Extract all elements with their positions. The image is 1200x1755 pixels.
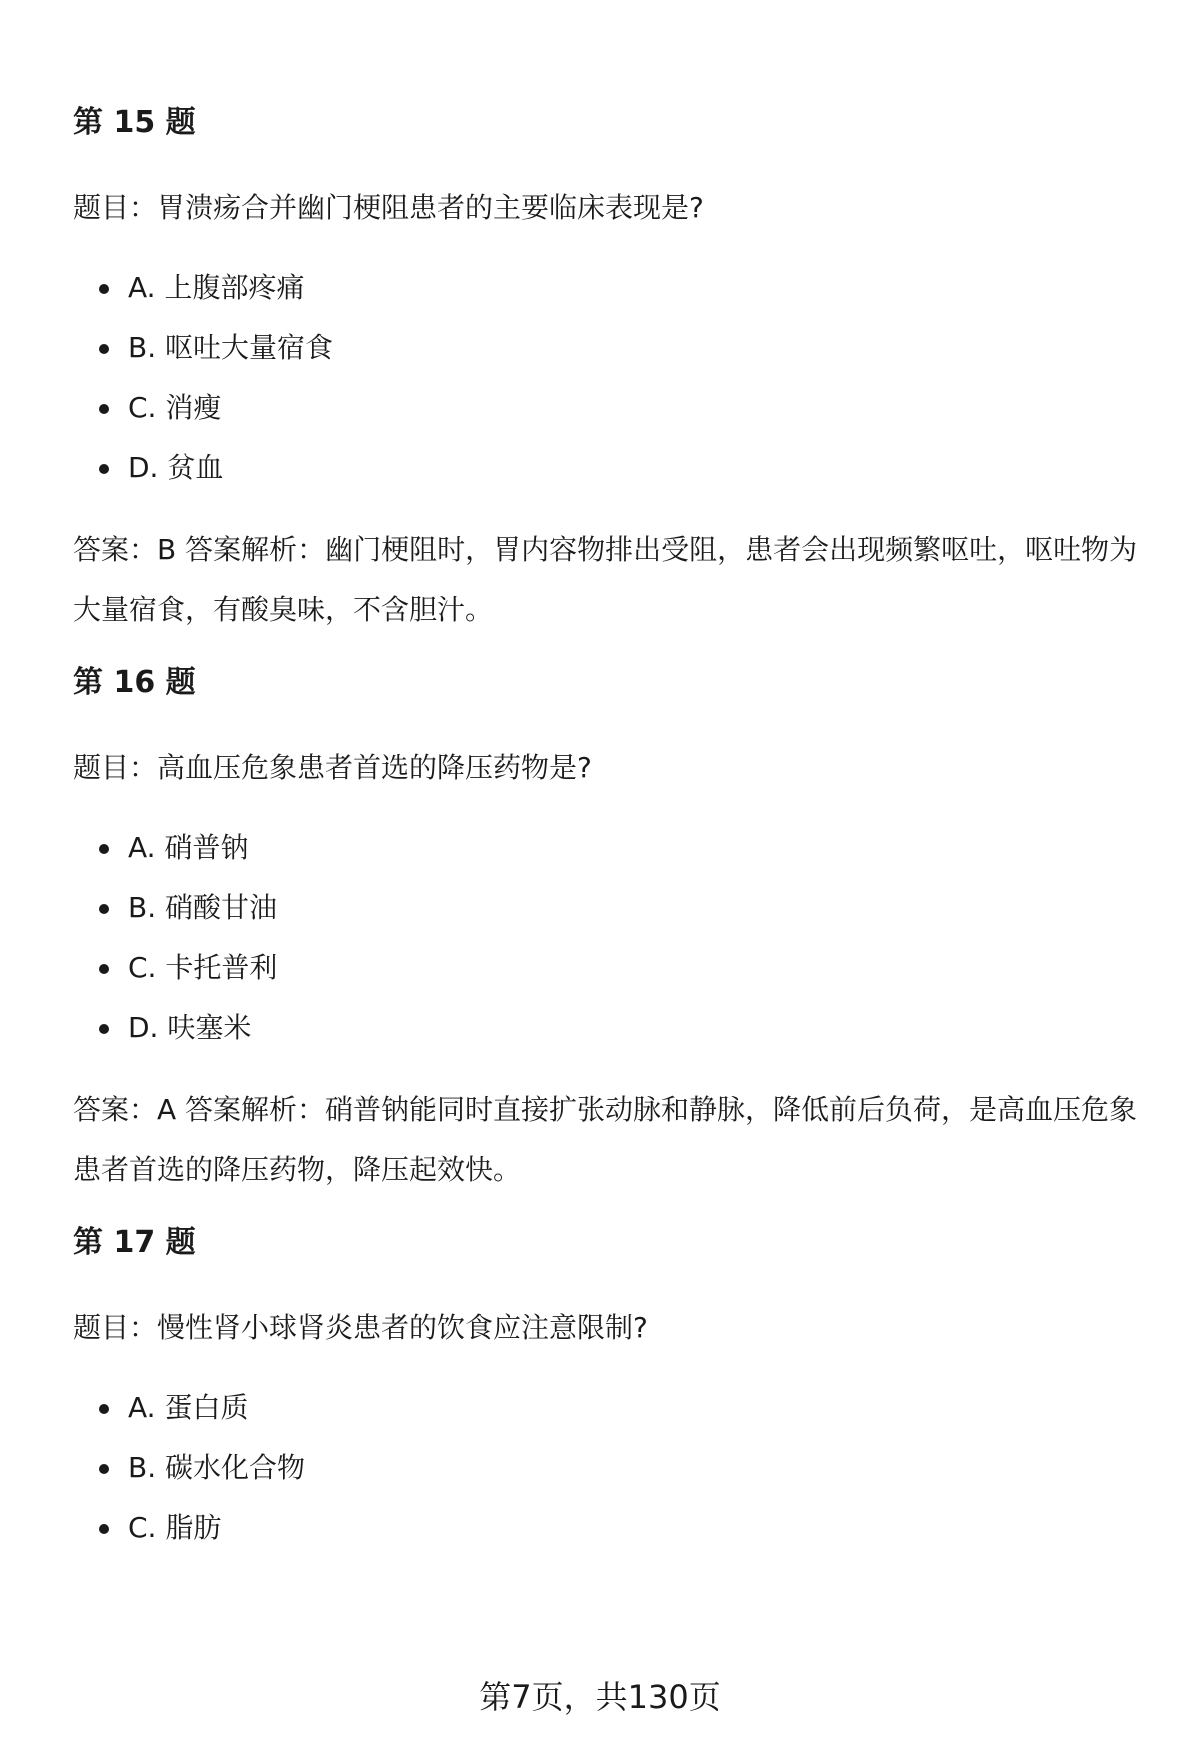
question-17 (73, 1210, 1143, 1558)
bullet-icon (99, 284, 109, 294)
option-item (73, 878, 1143, 938)
option-text: C. 脂肪 (128, 1511, 222, 1544)
option-text: D. 呋塞米 (128, 1011, 252, 1044)
option-item (73, 318, 1143, 378)
question-title: 第 17 题 (73, 1225, 196, 1260)
option-item (73, 938, 1143, 998)
question-list (73, 90, 1143, 1558)
question-stem: 题目：高血压危象患者首选的降压药物是? (73, 751, 592, 784)
question-stem: 题目：慢性肾小球肾炎患者的饮食应注意限制? (73, 1311, 648, 1344)
option-item (73, 1438, 1143, 1498)
bullet-icon (99, 1524, 109, 1534)
option-item (73, 378, 1143, 438)
option-list (73, 818, 1143, 1058)
option-list (73, 258, 1143, 498)
bullet-icon (99, 1464, 109, 1474)
bullet-icon (99, 1024, 109, 1034)
question-stem: 题目：胃溃疡合并幽门梗阻患者的主要临床表现是? (73, 191, 704, 224)
page-number: 第7页，共130页 (479, 1678, 721, 1716)
option-item (73, 1498, 1143, 1558)
question-title: 第 16 题 (73, 665, 196, 700)
option-text: D. 贫血 (128, 451, 224, 484)
option-text: B. 碳水化合物 (128, 1451, 306, 1484)
option-text: A. 上腹部疼痛 (128, 271, 305, 304)
bullet-icon (99, 904, 109, 914)
bullet-icon (99, 1404, 109, 1414)
answer-explanation: 答案：B 答案解析：幽门梗阻时，胃内容物排出受阻，患者会出现频繁呕吐，呕吐物为大量宿食，有酸臭味，不含胆汁。 (73, 533, 1138, 626)
option-item (73, 1378, 1143, 1438)
option-item (73, 998, 1143, 1058)
question-title: 第 15 题 (73, 105, 196, 140)
bullet-icon (99, 964, 109, 974)
option-text: C. 卡托普利 (128, 951, 278, 984)
option-item (73, 438, 1143, 498)
option-item (73, 818, 1143, 878)
option-text: A. 蛋白质 (128, 1391, 249, 1424)
option-text: C. 消瘦 (128, 391, 222, 424)
bullet-icon (99, 844, 109, 854)
option-text: A. 硝普钠 (128, 831, 249, 864)
option-text: B. 呕吐大量宿食 (128, 331, 334, 364)
option-text: B. 硝酸甘油 (128, 891, 278, 924)
option-item (73, 258, 1143, 318)
question-15 (73, 90, 1143, 640)
question-16 (73, 650, 1143, 1200)
bullet-icon (99, 404, 109, 414)
bullet-icon (99, 344, 109, 354)
answer-explanation: 答案：A 答案解析：硝普钠能同时直接扩张动脉和静脉，降低前后负荷，是高血压危象患者首选的降压药物，降压起效快。 (73, 1093, 1138, 1186)
option-list (73, 1378, 1143, 1558)
bullet-icon (99, 464, 109, 474)
